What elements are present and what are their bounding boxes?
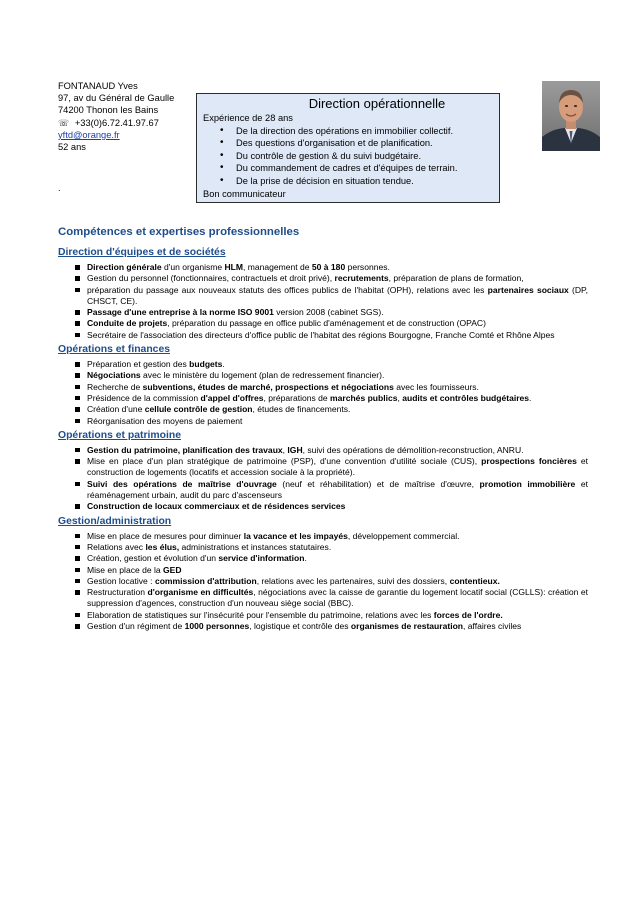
item-text: Restructuration	[87, 587, 148, 598]
list-item	[58, 565, 588, 576]
contact-name: FONTANAUD Yves	[58, 81, 138, 91]
emphasized-text: Conduite de projets	[87, 318, 168, 329]
item-text: Mise en place d'un plan stratégique de patrimoine (PSP), d'une convention d'utilité sociale (CUS),	[87, 456, 482, 467]
emphasized-text: GED	[163, 564, 182, 575]
item-text: , études de financements.	[252, 404, 351, 415]
list-item	[58, 370, 588, 381]
contact-phone-row	[58, 117, 198, 129]
list-item	[58, 576, 588, 587]
contact-address-city: 74200 Thonon les Bains	[58, 105, 159, 116]
contact-block	[58, 80, 198, 153]
list-item	[58, 382, 588, 393]
item-text: Mise en place de la	[87, 564, 164, 575]
subsection-title: Gestion/administration	[58, 515, 172, 527]
emphasized-text: contentieux.	[449, 575, 500, 586]
emphasized-text: service d'information	[218, 553, 305, 564]
direction-footer: Bon communicateur	[203, 188, 286, 199]
emphasized-text: audits et contrôles budgétaires	[402, 392, 530, 403]
item-text: et réaménagement urbain, audit du parc d'ascenseurs	[87, 478, 588, 501]
list-item	[58, 479, 588, 502]
contact-address-street: 97, av du Général de Gaulle	[58, 93, 175, 104]
emphasized-text: d'appel d'offres	[200, 392, 264, 403]
emphasized-text: 50 à 180	[311, 262, 346, 272]
list-item	[58, 553, 588, 564]
emphasized-text: HLM	[224, 262, 244, 272]
subsection-list	[58, 531, 588, 633]
contact-phone: +33(0)6.72.41.97.67	[74, 117, 159, 128]
item-text: personnes.	[345, 262, 390, 272]
contact-email-link[interactable]: yftd@orange.fr	[58, 129, 120, 140]
item-text: (neuf et réhabilitation) et de maîtrise d'œuvre,	[276, 478, 480, 489]
competences-section-title: Compétences et expertises professionnelles	[58, 226, 300, 238]
emphasized-text: cellule contrôle de gestion	[144, 404, 253, 415]
item-text: Gestion locative :	[87, 575, 155, 586]
subsection-list	[58, 445, 588, 513]
item-text: Secrétaire de l'association des directeurs d'office public de l'habitat des régions Bourgogne, Franche Comté et Rhône Alpes	[87, 329, 555, 340]
item-text: avec le ministère du logement (plan de redressement financier).	[140, 370, 385, 381]
direction-summary-box	[196, 93, 500, 203]
list-item	[58, 621, 588, 632]
list-item	[58, 445, 588, 456]
emphasized-text: promotion immobilière	[479, 478, 576, 489]
list-item	[58, 285, 588, 308]
emphasized-text: marchés publics	[330, 392, 398, 403]
item-text: (DP, CHSCT, CE).	[87, 284, 588, 306]
stray-dot: .	[58, 183, 61, 193]
portrait-illustration	[542, 81, 600, 151]
direction-title: Direction opérationnelle	[308, 96, 446, 111]
item-text: Présidence de la commission	[87, 392, 201, 403]
emphasized-text: Construction de locaux commerciaux et de résidences services	[87, 501, 346, 512]
item-text: , négociations avec la caisse de garantie du logement locatif social (CGLLS): création et suppression d'agences, construction d'un nouveau siège social (BBC).	[87, 587, 588, 609]
item-text: , développement commercial.	[347, 530, 460, 541]
subsection-list	[58, 262, 588, 341]
direction-experience: Expérience de 28 ans	[203, 113, 293, 123]
subsection-title: Opérations et patrimoine	[58, 429, 181, 441]
direction-bullet: • Du commandement de cadres et d'équipes de terrain.	[220, 162, 491, 175]
emphasized-text: commission d'attribution	[154, 575, 257, 586]
item-text: version 2008 (cabinet SGS).	[273, 307, 384, 318]
emphasized-text: Gestion du patrimoine, planification des travaux	[87, 444, 283, 455]
emphasized-text: recrutements	[334, 273, 389, 284]
item-text: Recherche de	[87, 381, 143, 392]
emphasized-text: partenaires sociaux	[487, 284, 569, 295]
item-text: , relations avec les partenaires, suivi des dossiers,	[256, 575, 450, 586]
item-text: , préparations de	[263, 392, 331, 403]
item-text: .	[222, 359, 225, 370]
contact-age: 52 ans	[58, 142, 86, 153]
item-text: , affaires civiles	[463, 621, 522, 632]
list-item	[58, 330, 588, 341]
list-item	[58, 542, 588, 553]
item-text: , préparation du passage en office public d'aménagement et de construction (OPAC)	[167, 318, 486, 329]
emphasized-text: Négociations	[87, 370, 141, 381]
list-item	[58, 318, 588, 329]
item-text: Préparation et gestion des	[87, 359, 190, 370]
subsection-title: Direction d'équipes et de sociétés	[58, 247, 226, 258]
direction-bullet: • Des questions d'organisation et de planification.	[220, 137, 491, 150]
portrait-photo	[542, 81, 600, 151]
direction-bullets	[203, 125, 491, 188]
item-text: Mise en place de mesures pour diminuer	[87, 530, 244, 541]
item-text: Relations avec	[87, 541, 146, 552]
emphasized-text: la vacance et les impayés	[243, 530, 348, 541]
emphasized-text: budgets	[189, 359, 223, 370]
emphasized-text: Direction générale	[87, 262, 162, 272]
list-item	[58, 587, 588, 610]
list-item	[58, 610, 588, 621]
direction-bullet: • De la prise de décision en situation tendue.	[220, 175, 491, 188]
item-text: , management de	[243, 262, 312, 272]
list-item	[58, 501, 588, 512]
list-item	[58, 393, 588, 404]
emphasized-text: forces de l'ordre.	[433, 609, 503, 620]
subsection-title: Opérations et finances	[58, 344, 171, 356]
item-text: Création, gestion et évolution d'un	[87, 553, 219, 564]
subsection-list	[58, 359, 588, 427]
emphasized-text: prospections foncières	[481, 456, 577, 467]
competences-content	[58, 246, 588, 634]
item-text: et construction de logements (locatifs et accession sociale à la propriété).	[87, 456, 588, 478]
list-item	[58, 307, 588, 318]
list-item	[58, 404, 588, 415]
item-text: préparation du passage aux nouveaux statuts des offices publics de l'habitat (OPH), relations avec les	[87, 284, 488, 295]
item-text: , préparation de plans de formation,	[388, 273, 524, 284]
item-text: Réorganisation des moyens de paiement	[87, 415, 243, 426]
item-text: , logistique et contrôle des	[249, 621, 351, 632]
direction-bullet: • De la direction des opérations en immobilier collectif.	[220, 125, 491, 138]
item-text: Gestion d'un régiment de	[87, 621, 185, 632]
item-text: Gestion du personnel (fonctionnaires, contractuels et droit privé),	[87, 273, 335, 284]
item-text: ,	[282, 444, 288, 455]
item-text: Elaboration de statistiques sur l'insécurité pour l'ensemble du patrimoine, relations avec les	[87, 609, 434, 620]
item-text: .	[304, 553, 307, 564]
list-item	[58, 273, 588, 284]
emphasized-text: les élus,	[145, 541, 180, 552]
item-text: avec les fournisseurs.	[393, 381, 479, 392]
item-text: Création d'une	[87, 404, 145, 415]
item-text: d'un organisme	[161, 262, 225, 272]
list-item	[58, 416, 588, 427]
item-text: administrations et instances statutaires.	[179, 541, 332, 552]
emphasized-text: IGH	[287, 444, 303, 455]
list-item	[58, 359, 588, 370]
emphasized-text: Passage d'une entreprise à la norme ISO 9001	[87, 307, 274, 318]
emphasized-text: subventions, études de marché, prospections et négociations	[142, 381, 394, 392]
emphasized-text: Suivi des opérations de maîtrise d'ouvrage	[87, 478, 277, 489]
list-item	[58, 456, 588, 479]
list-item	[58, 262, 588, 273]
emphasized-text: 1000 personnes	[184, 621, 250, 632]
emphasized-text: d'organisme en difficultés	[147, 587, 254, 598]
item-text: .	[529, 392, 532, 403]
item-text: ,	[397, 392, 403, 403]
direction-bullet: • Du contrôle de gestion & du suivi budgétaire.	[220, 150, 491, 163]
item-text: , suivi des opérations de démolition-reconstruction, ANRU.	[302, 444, 524, 455]
phone-icon: ☏	[58, 117, 70, 128]
list-item	[58, 531, 588, 542]
emphasized-text: organismes de restauration	[350, 621, 464, 632]
